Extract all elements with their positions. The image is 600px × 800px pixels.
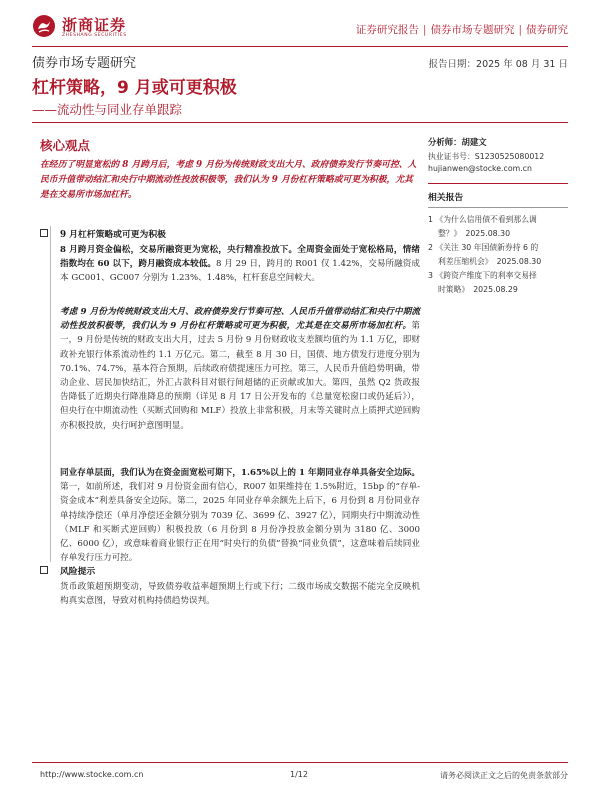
title-divider: [32, 122, 568, 123]
breadcrumb-separator: |: [422, 24, 427, 36]
analyst-name: 分析师：胡建文: [428, 137, 487, 147]
header-divider: [32, 46, 568, 47]
related-report-date: 2025.08.30: [496, 257, 542, 266]
core-viewpoint-text: 在经历了明显宽松的 8 月跨月后，考虑 9 月份为传统财政支出大月、政府债券发行节奏可控、人民币升值带动结汇和央行中期流动性投放积极等，我们认为 9 月份杠杆策略或可更为积极，尤其是在交易所市场加杠杆。: [40, 160, 417, 200]
analyst-certificate: 执业证书号：S1230525080012: [428, 152, 545, 161]
footer-website-link[interactable]: http://www.stocke.com.cn: [40, 770, 144, 779]
section-vertical-line: [50, 226, 51, 562]
related-report-title: 《为什么信用债不看到那么调: [435, 215, 537, 224]
related-report-title: 《关注 30 年国债新券持 6 的: [435, 243, 539, 252]
related-report-title-continued: 时策略》: [438, 285, 470, 294]
section-title: 9 月杠杆策略或可更为积极: [60, 230, 166, 240]
report-subtitle: ——流动性与同业存单跟踪: [32, 102, 183, 117]
related-report-number: 2: [428, 243, 433, 252]
breadcrumb-item: 债券市场专题研究: [430, 24, 515, 36]
paragraph-body: 货币政策超预期变动，导致债券收益率超预期上行或下行；二级市场成交数据不能完全反映机构真实意图，导致对机构持债趋势误判。: [60, 582, 420, 607]
paragraph-body: 8 月 29 日，跨月的 R001 仅 1.42%，交易所融资成本 GC001、GC007 分别为 1.23%、1.48%，杠杆套息空间較大。: [60, 259, 420, 284]
related-report-number: 1: [428, 215, 433, 224]
report-type-breadcrumb: [356, 22, 568, 37]
related-report-title: 《跨资产维度下的利率交易择: [435, 271, 537, 280]
body-paragraph: [60, 466, 420, 565]
paragraph-body: 第一，9 月份是传统的财政支出大月，过去 5 月份 9 月份财政收支差额均值约为 1.1 万亿，即财政补充银行体系流动性约 1.1 万亿元。第二，截至 8 月 30 日，国债、地方债发行进度分别为 70.1%、74.7%，基本符合预期，后续政府债提速压力可控。第三，人民币升值趋势明确，带动企业、居民加快结汇，外汇占款科目对银行间超储的正贡献或加大。第四，虽然 Q2 货政报告降低了近期央行降准降息的预期（详见 8 月 17 日公开发布的《总量宽松窗口或仍延后》），但央行在中期流动性（买断式回购和 MLF）投放上非常积极，月末等关键时点上质押式逆回购亦积极投放，央行呵护意图明显。: [60, 321, 420, 431]
related-report-date: 2025.08.30: [465, 229, 511, 238]
breadcrumb-item: 证券研究报告: [355, 24, 419, 36]
analyst-email[interactable]: hujianwen@stocke.com.cn: [428, 164, 532, 173]
section-bullet-icon: [40, 566, 48, 574]
body-paragraph: [60, 580, 420, 608]
company-logo-english: ZHESHANG SECURITIES: [62, 33, 127, 38]
footer-disclaimer: 请务必阅读正文之后的免责条款部分: [440, 771, 568, 780]
body-paragraph: [60, 243, 420, 286]
core-viewpoint-heading: 核心观点: [40, 138, 91, 153]
body-paragraph: [60, 305, 420, 433]
related-reports-list: [428, 213, 568, 297]
related-report-item[interactable]: [428, 241, 568, 269]
company-logo-icon: [32, 14, 56, 38]
breadcrumb-item: 债券研究: [526, 24, 568, 36]
related-reports-heading: 相关报告: [428, 193, 464, 203]
section-bullet-icon: [40, 229, 48, 237]
report-title: 杠杆策略，9 月或可更积极: [32, 78, 237, 98]
report-category: 债券市场专题研究: [32, 56, 137, 71]
breadcrumb-separator: |: [518, 24, 522, 36]
paragraph-lead: 8 月跨月资金偏松，交易所融资更为宽松，央行精准投放下。全周资金面处于宽松格局，情绪指数均在 60 以下，跨月融资成本较低。: [60, 245, 420, 270]
paragraph-body: 第一，如前所述，我们对 9 月份资金面有信心，R007 如果维持在 1.5%附近，15bp 的“存单-资金成本”利差具备安全边际。第二，2025 年同业存单余额先上后下，6 月份到 8 月份同业存单持续净偿还（单月净偿还金额分别为 7039 亿、3699 亿、3927 亿），同期央行中期流动性（MLF 和买断式逆回购）积极投放（6 月份到 8 月份净投放金额分别为 3180 亿、3000 亿、6000 亿），或意味着商业银行正在用“时央行的负债”替换“同业负债”，这意味着后续同业存单发行压力可控。: [60, 482, 420, 564]
sidebar-divider: [428, 207, 568, 208]
related-report-number: 3: [428, 271, 433, 280]
report-sidebar: [428, 136, 568, 297]
related-report-item[interactable]: [428, 213, 568, 241]
page-number: 1/12: [290, 770, 308, 779]
footer-divider: [32, 762, 568, 763]
paragraph-lead: 考虑 9 月份为传统财政支出大月、政府债券发行节奏可控、人民币升值带动结汇和央行中期流动性投放积极等，我们认为 9 月份杠杆策略或可更为积极，尤其是在交易所市场加杠杆。: [60, 307, 420, 332]
paragraph-lead: 同业存单层面，我们认为在资金面宽松可期下，1.65%以上的 1 年期同业存单具备安全边际。: [60, 468, 420, 478]
related-report-title-continued: 利差压缩机会》: [438, 257, 493, 266]
related-report-title-continued: 整？》: [438, 229, 462, 238]
sidebar-divider: [428, 183, 568, 184]
section-title: 风险提示: [60, 567, 96, 577]
company-logo-name: 浙商证券: [62, 16, 127, 34]
report-header: [32, 12, 568, 42]
related-report-date: 2025.08.29: [473, 285, 518, 294]
report-date: 报告日期：2025 年 08 月 31 日: [428, 59, 568, 70]
related-report-item[interactable]: [428, 269, 568, 297]
